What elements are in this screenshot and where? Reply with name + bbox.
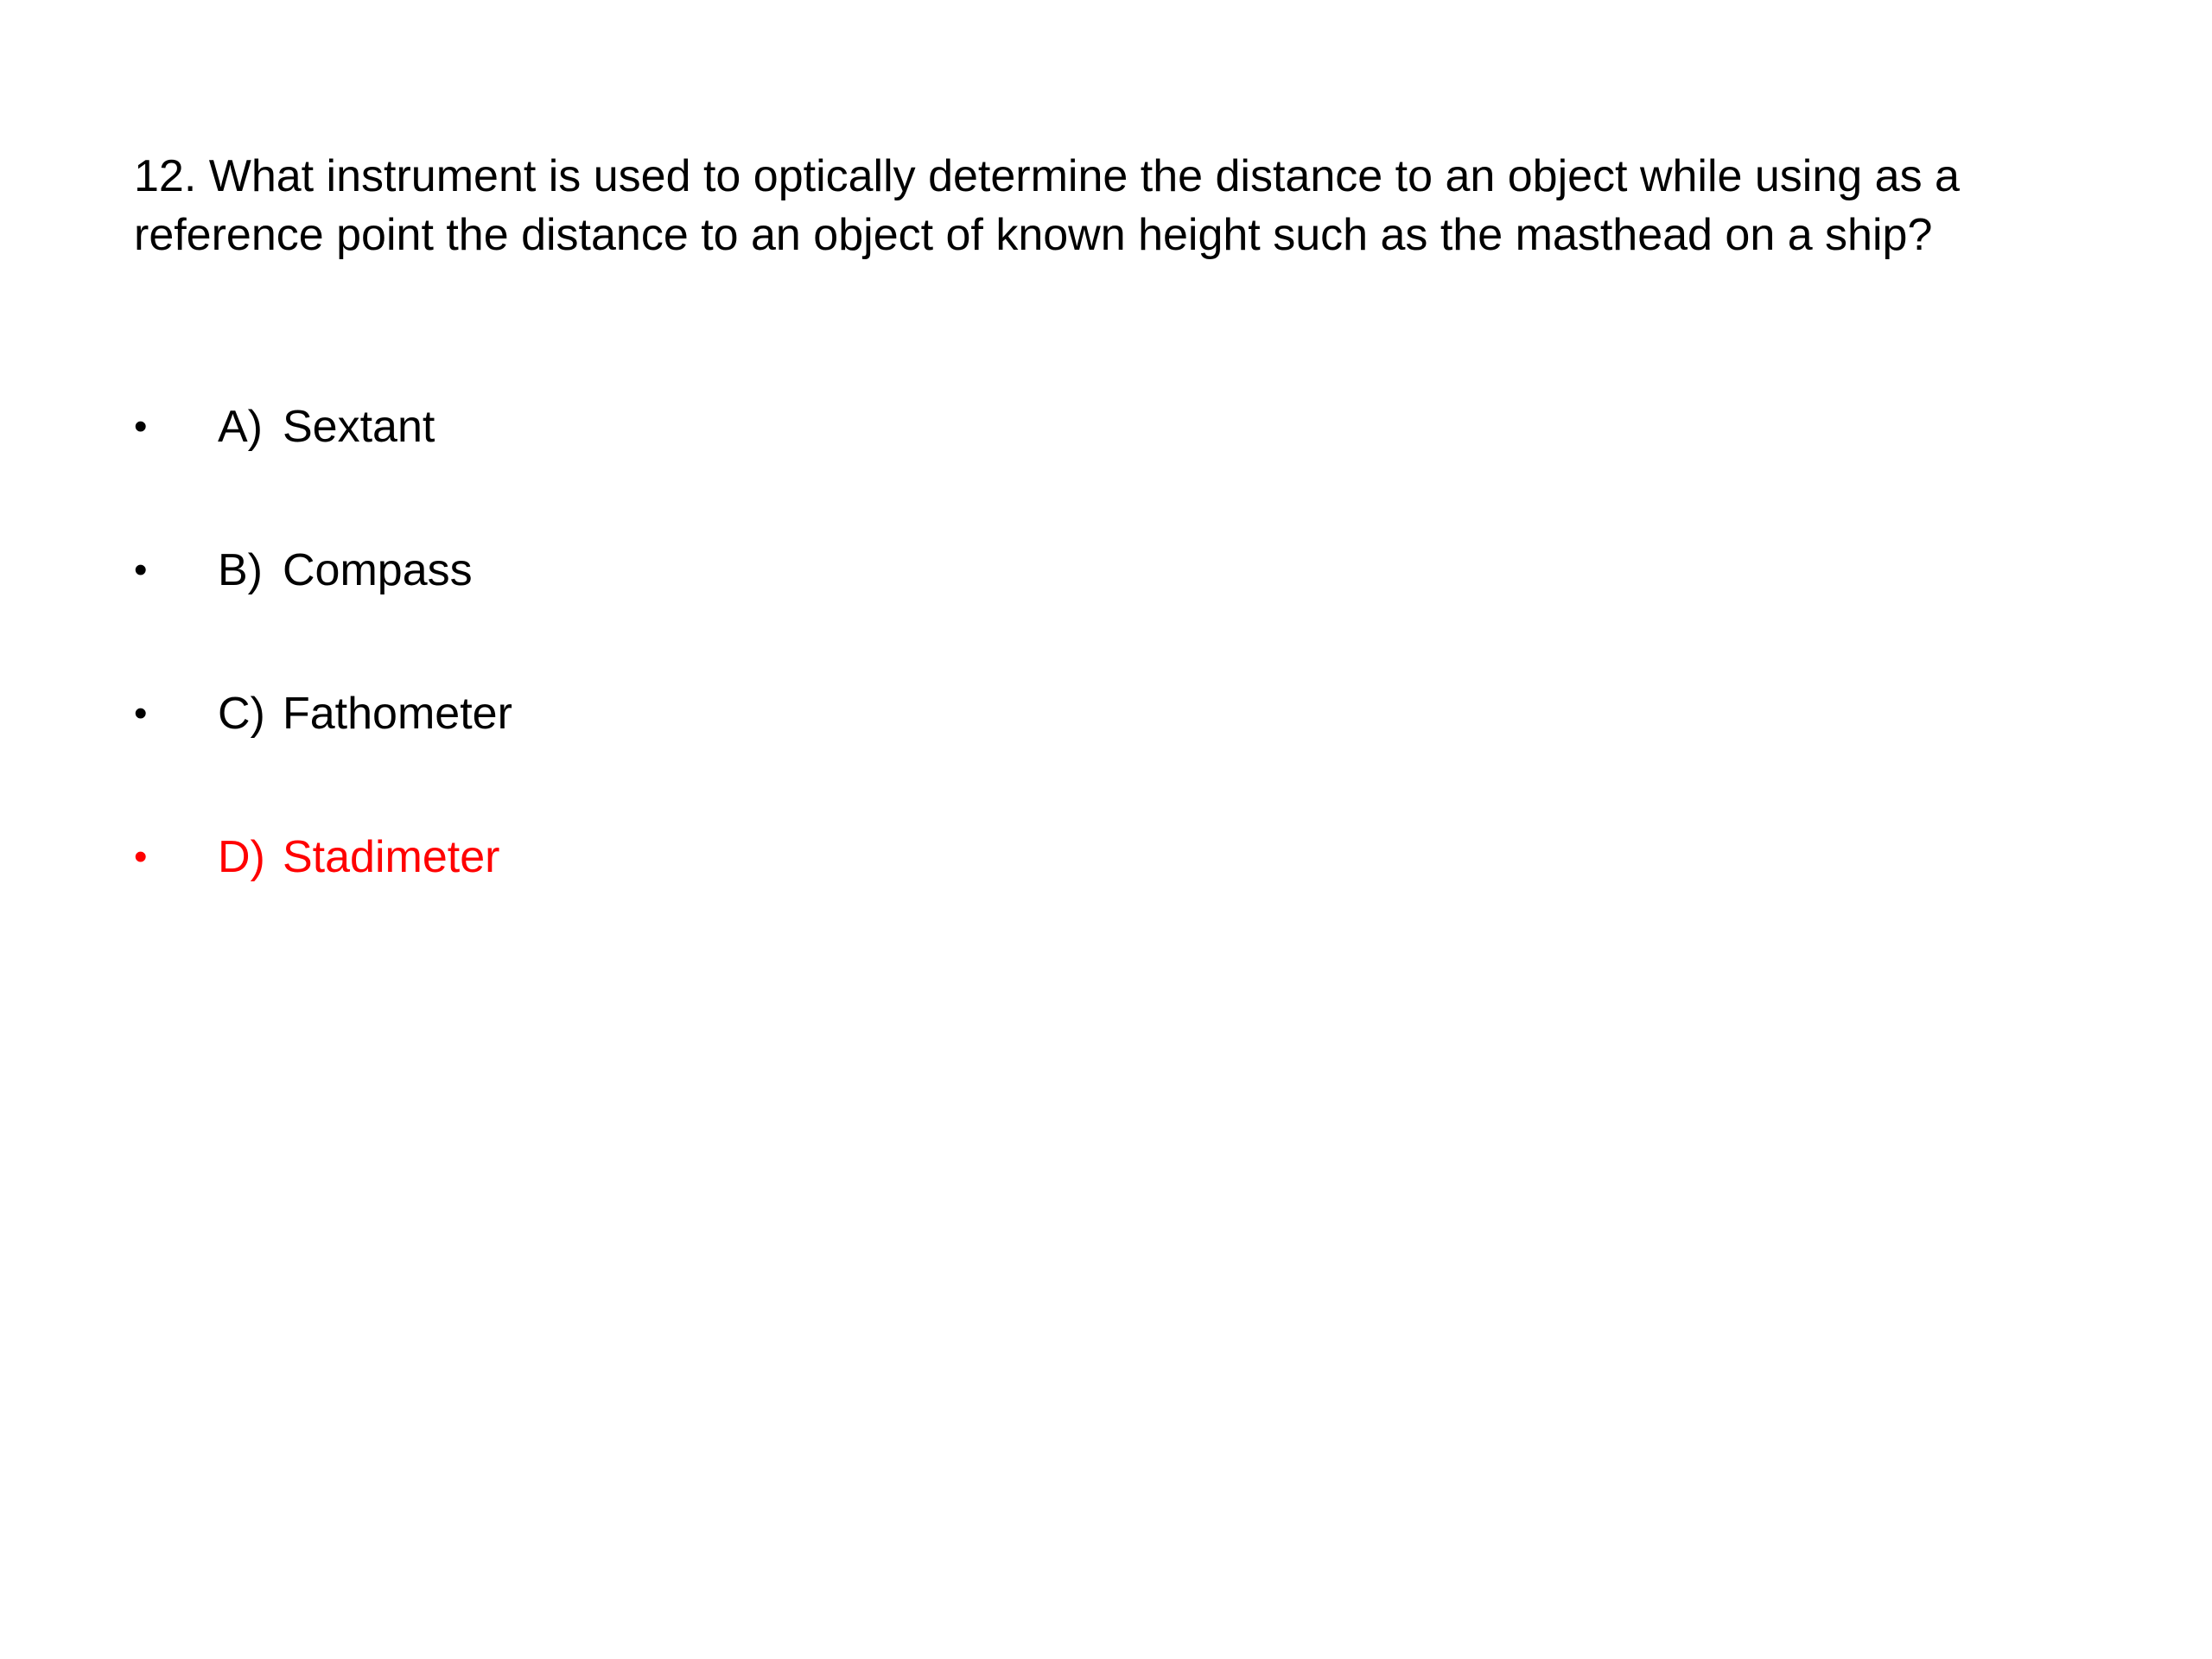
bullet-icon: • [134,692,148,734]
option-letter: A) [218,402,263,452]
option-text: Compass [283,545,473,595]
option-text: Sextant [283,402,435,452]
option-letter: B) [218,545,263,595]
option-letter: D) [218,832,265,882]
option-letter: C) [218,689,265,739]
option-text: Stadimeter [283,832,500,882]
bullet-icon: • [134,405,148,448]
question-text: 12. What instrument is used to optically determine the distance to an object while using as a reference point the distance to an object of known height such as the masthead on a ship? [134,151,1960,260]
option-text: Fathometer [283,689,512,739]
bullet-icon: • [134,549,148,591]
bullet-icon: • [134,836,148,878]
